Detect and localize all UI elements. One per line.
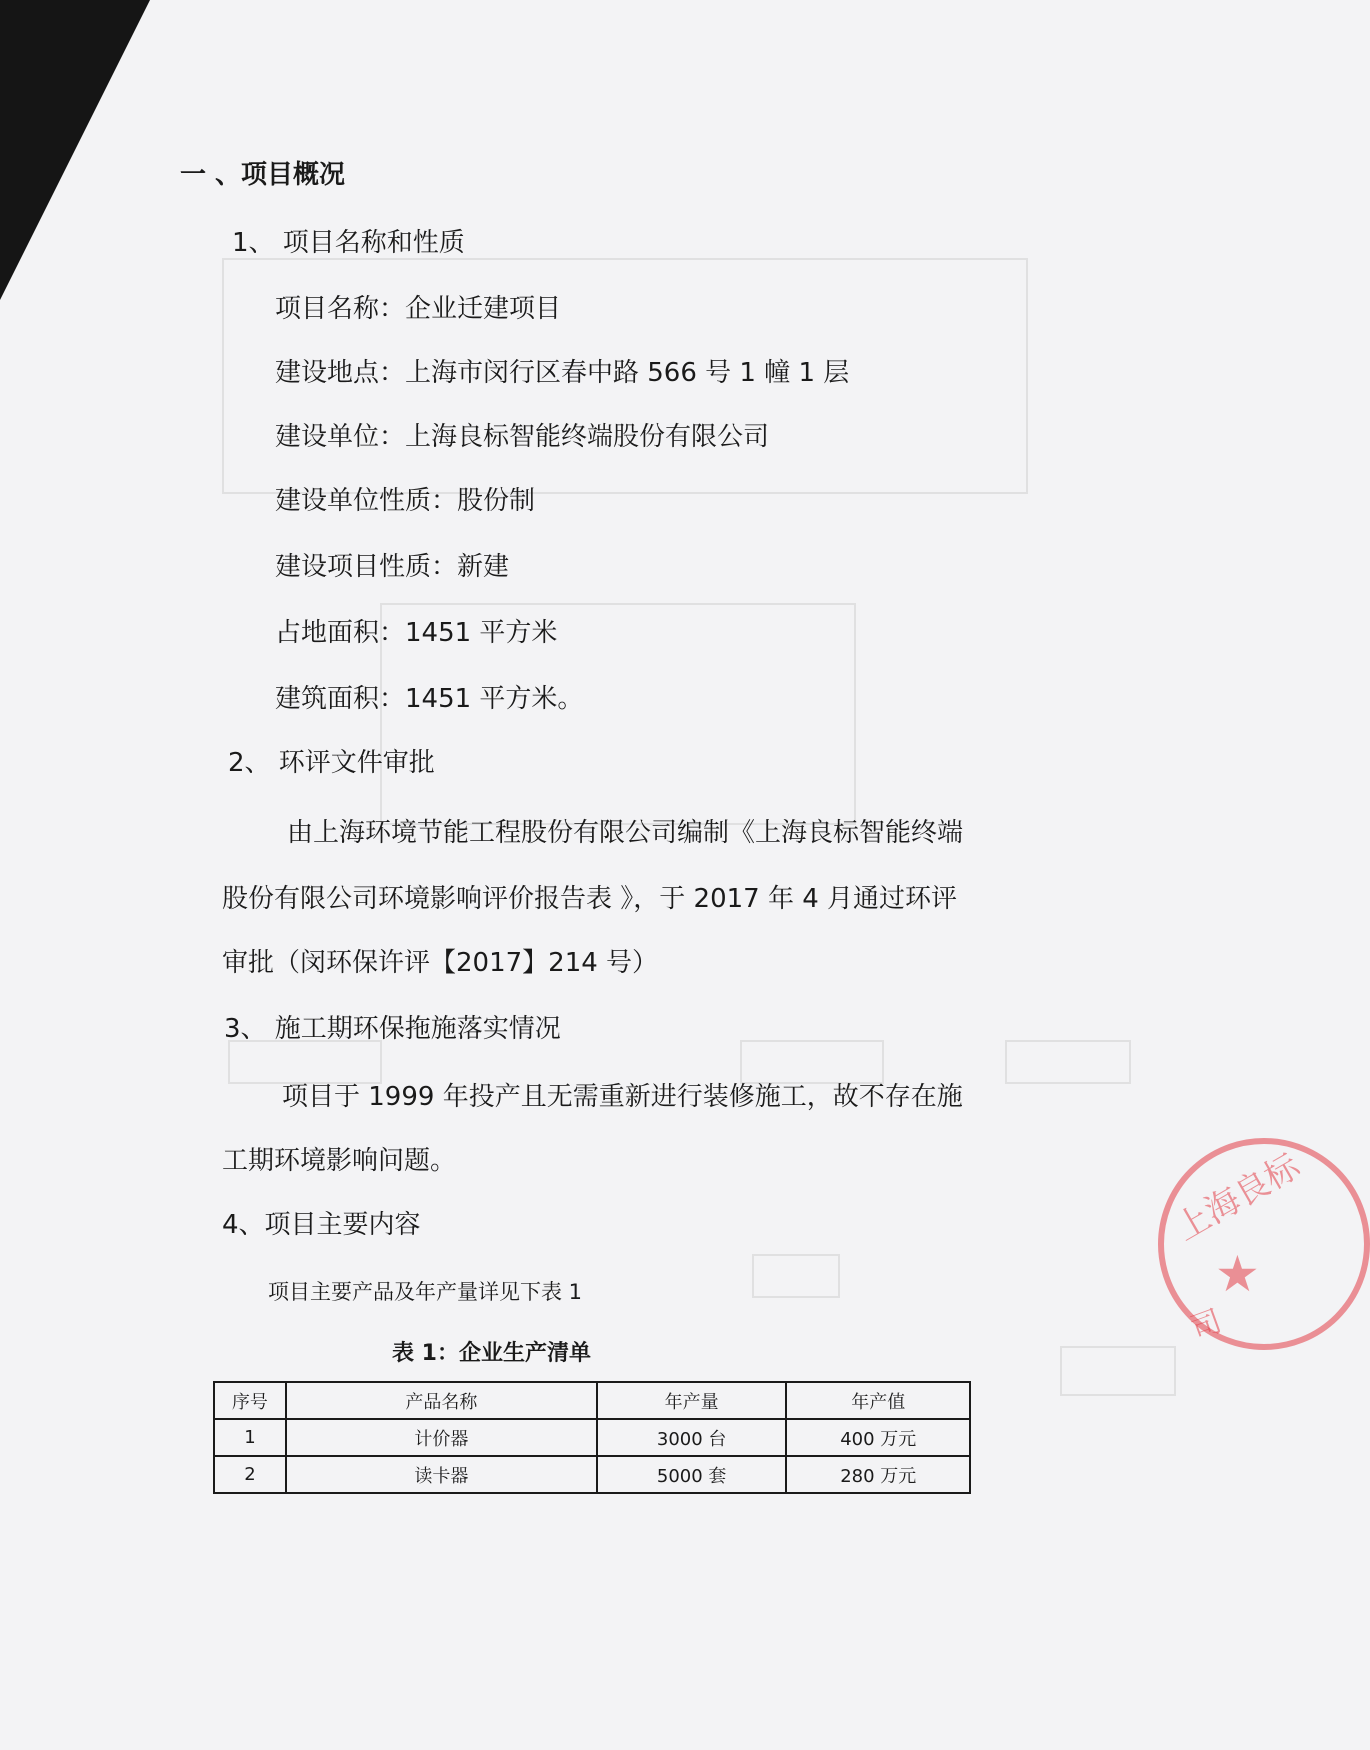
ghost-box-e bbox=[1060, 1346, 1176, 1396]
header-annual-output: 年产量 bbox=[597, 1382, 787, 1419]
project-location-line: 建设地点：上海市闵行区春中路 566 号 1 幢 1 层 bbox=[275, 358, 850, 388]
construction-paragraph-line-2: 工期环境影响问题。 bbox=[222, 1146, 457, 1176]
header-serial: 序号 bbox=[214, 1382, 286, 1419]
cell-annual-output: 3000 台 bbox=[597, 1419, 787, 1456]
table-intro: 项目主要产品及年产量详见下表 1 bbox=[268, 1280, 583, 1304]
approval-paragraph-line-3: 审批（闵环保许评【2017】214 号） bbox=[222, 948, 659, 978]
project-name-line: 项目名称：企业迁建项目 bbox=[275, 294, 562, 324]
project-builder-line: 建设单位：上海良标智能终端股份有限公司 bbox=[275, 422, 770, 452]
subsection-1-title: 1、 项目名称和性质 bbox=[232, 228, 465, 258]
ghost-box-c bbox=[1005, 1040, 1131, 1084]
cell-annual-value: 280 万元 bbox=[786, 1456, 970, 1493]
subsection-3-title: 3、 施工期环保拖施落实情况 bbox=[224, 1014, 561, 1044]
approval-paragraph-line-1: 由上海环境节能工程股份有限公司编制《上海良标智能终端 bbox=[287, 818, 964, 848]
seal-text-top: 上海良标 bbox=[1168, 1146, 1307, 1249]
cell-product-name: 计价器 bbox=[286, 1419, 597, 1456]
subsection-2-title: 2、 环评文件审批 bbox=[228, 748, 435, 778]
table-caption: 表 1：企业生产清单 bbox=[392, 1341, 591, 1366]
seal-text-bottom: 司 bbox=[1186, 1303, 1227, 1347]
cell-product-name: 读卡器 bbox=[286, 1456, 597, 1493]
production-table bbox=[213, 1381, 971, 1494]
approval-paragraph-line-2: 股份有限公司环境影响评价报告表 》，于 2017 年 4 月通过环评 bbox=[222, 884, 958, 914]
cell-serial: 1 bbox=[214, 1419, 286, 1456]
table-header-row bbox=[214, 1382, 970, 1419]
builder-nature-line: 建设单位性质：股份制 bbox=[275, 486, 536, 516]
section-heading: 一 、项目概况 bbox=[180, 160, 346, 190]
project-nature-line: 建设项目性质：新建 bbox=[275, 552, 510, 582]
cell-annual-output: 5000 套 bbox=[597, 1456, 787, 1493]
header-product-name: 产品名称 bbox=[286, 1382, 597, 1419]
ghost-box-d bbox=[752, 1254, 840, 1298]
land-area-line: 占地面积：1451 平方米 bbox=[275, 618, 558, 648]
scan-shadow-corner bbox=[0, 0, 150, 300]
table-row bbox=[214, 1419, 970, 1456]
building-area-line: 建筑面积：1451 平方米。 bbox=[275, 684, 584, 714]
seal-star-icon: ★ bbox=[1215, 1245, 1260, 1303]
cell-annual-value: 400 万元 bbox=[786, 1419, 970, 1456]
table-row bbox=[214, 1456, 970, 1493]
header-annual-value: 年产值 bbox=[786, 1382, 970, 1419]
cell-serial: 2 bbox=[214, 1456, 286, 1493]
construction-paragraph-line-1: 项目于 1999 年投产且无需重新进行装修施工，故不存在施 bbox=[282, 1082, 963, 1112]
subsection-4-title: 4、项目主要内容 bbox=[222, 1210, 421, 1240]
